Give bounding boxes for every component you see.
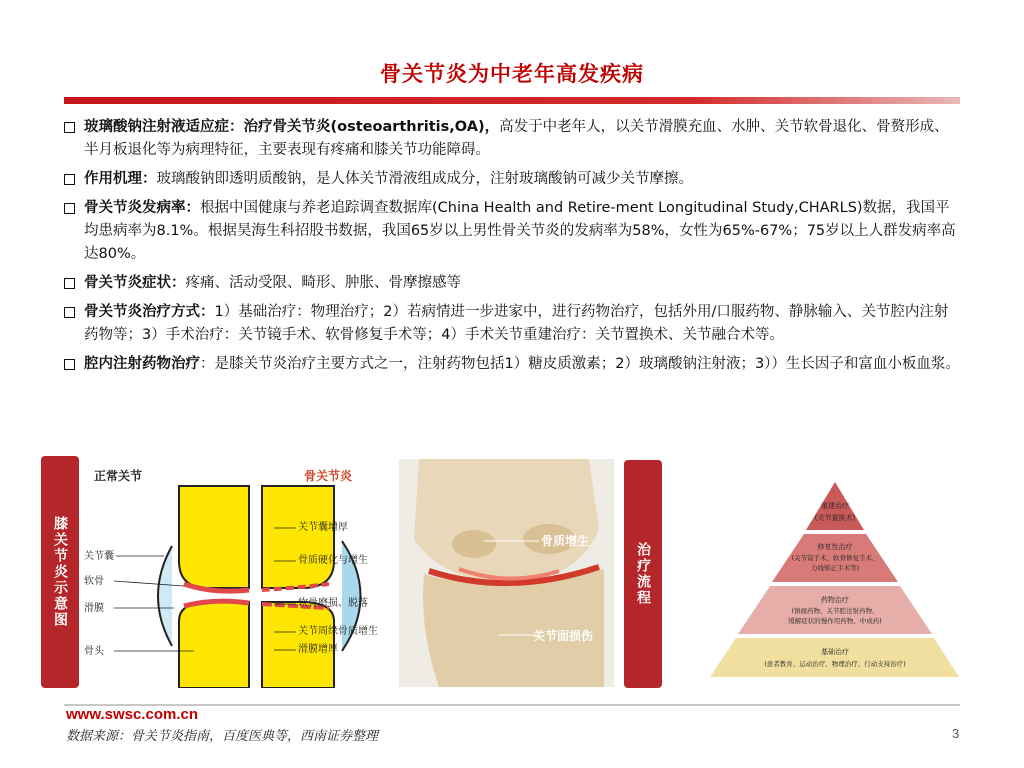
bullet-label: 骨关节炎治疗方式：	[84, 304, 215, 320]
knee-diagram-tab: 膝关节炎示意图	[41, 456, 79, 688]
svg-text:力线矫正手术等): 力线矫正手术等)	[810, 564, 860, 572]
oa-joint-title: 骨关节炎	[304, 469, 353, 483]
bullet-text: 高发于中老年人，以关节滑膜充血、水肿、关节软骨退化、骨赘形成、半月板退化等为病理特征，主要表现有疼痛和膝关节功能障碍。	[84, 119, 949, 158]
label-joint-surface-damage: 关节面损伤	[533, 629, 594, 643]
label-synovium: 滑膜	[84, 603, 104, 614]
bullet-symptoms	[62, 272, 962, 295]
label-capsule: 关节囊	[84, 551, 114, 562]
footer-divider	[64, 704, 960, 706]
svg-text:(关节镜手术、软骨修复手术、: (关节镜手术、软骨修复手术、	[791, 554, 879, 562]
checkbox-bullet-icon	[64, 278, 75, 289]
bullet-label: 腔内注射药物治疗	[84, 356, 200, 372]
label-bone-spur: 骨质增生	[541, 534, 590, 548]
bullet-mechanism	[62, 168, 962, 191]
normal-joint-title: 正常关节	[94, 469, 143, 483]
knee-3d-render	[399, 459, 614, 687]
bullet-incidence	[62, 197, 962, 266]
pyramid-level-basic	[710, 638, 959, 677]
oa-labels	[274, 456, 384, 688]
svg-text:(镇痛药物、关节腔注射药物、: (镇痛药物、关节腔注射药物、	[791, 607, 879, 615]
bullet-label: 骨关节炎症状：	[84, 275, 186, 291]
svg-text:关节周缘骨质增生: 关节周缘骨质增生	[298, 626, 378, 637]
page-title: 骨关节炎为中老年高发疾病	[380, 62, 644, 86]
footer-website: www.swsc.com.cn	[66, 706, 198, 723]
svg-text:重建治疗: 重建治疗	[821, 502, 849, 510]
title-divider	[64, 97, 960, 104]
svg-text:骨质硬化与增生: 骨质硬化与增生	[298, 555, 368, 566]
svg-text:基础治疗: 基础治疗	[821, 648, 849, 656]
bullet-treatment	[62, 301, 962, 347]
treatment-pyramid	[674, 482, 996, 677]
bullet-text: 根据中国健康与养老追踪调查数据库(China Health and Retire-ment Longitudinal Study,CHARLS)数据，我国平均患病率为8.1%。根据昊海生科招股书数据，我国65岁以上男性骨关节炎的发病率为58%，女性为65%-67%；75岁以上人群发病率高达80%。	[84, 200, 956, 262]
svg-text:药物治疗: 药物治疗	[821, 596, 849, 604]
treatment-flow-tab: 治疗流程	[624, 460, 662, 688]
bullet-list	[62, 116, 962, 382]
knee-diagram-panel	[41, 456, 384, 688]
svg-text:(关节置换术): (关节置换术)	[814, 514, 856, 522]
svg-text:滑膜增厚: 滑膜增厚	[298, 644, 338, 655]
checkbox-bullet-icon	[64, 359, 75, 370]
bullet-injection	[62, 353, 962, 376]
bullet-label: 作用机理：	[84, 171, 157, 187]
checkbox-bullet-icon	[64, 122, 75, 133]
checkbox-bullet-icon	[64, 203, 75, 214]
checkbox-bullet-icon	[64, 307, 75, 318]
footer-source: 数据来源：骨关节炎指南，百度医典等，西南证券整理	[66, 729, 379, 744]
bullet-text: ：是膝关节炎治疗主要方式之一，注射药物包括1）糖皮质激素；2）玻璃酸钠注射液；3））生长因子和富血小板血浆。	[200, 356, 960, 372]
label-cartilage: 软骨	[84, 576, 104, 587]
svg-text:缓解症状的慢作用药物、中成药): 缓解症状的慢作用药物、中成药)	[788, 617, 882, 625]
label-bone: 骨头	[84, 646, 104, 657]
svg-text:软骨磨损、脱落: 软骨磨损、脱落	[298, 598, 368, 609]
bullet-text: 疼痛、活动受限、畸形、肿胀、骨摩擦感等	[185, 275, 461, 291]
bullet-label: 骨关节炎发病率：	[84, 200, 200, 216]
checkbox-bullet-icon	[64, 174, 75, 185]
bullet-text: 1）基础治疗：物理治疗；2）若病情进一步进家中，进行药物治疗，包括外用/口服药物、静脉输入、关节腔内注射药物等；3）手术治疗：关节镜手术、软骨修复手术等；4）手术关节重建治疗：关节置换术、关节融合术等。	[84, 304, 949, 343]
knee-bone-illustration	[399, 459, 614, 687]
svg-text:(患者教育、运动治疗、物理治疗、行动支持治疗): (患者教育、运动治疗、物理治疗、行动支持治疗)	[764, 660, 906, 668]
bullet-text: 玻璃酸钠即透明质酸钠，是人体关节滑液组成成分，注射玻璃酸钠可减少关节摩擦。	[156, 171, 693, 187]
bullet-label: 玻璃酸钠注射液适应症：治疗骨关节炎(osteoarthritis,OA)，	[84, 119, 500, 135]
svg-text:修复性治疗: 修复性治疗	[817, 543, 853, 551]
bullet-indication	[62, 116, 962, 162]
svg-text:关节囊增厚: 关节囊增厚	[298, 522, 348, 533]
page-number: 3	[952, 726, 960, 741]
